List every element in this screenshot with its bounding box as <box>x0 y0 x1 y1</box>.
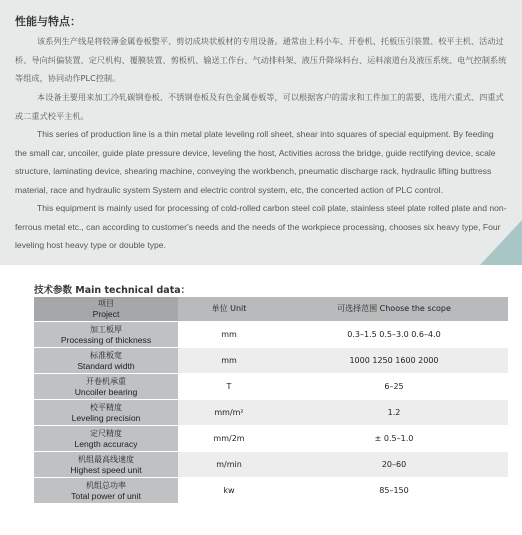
row-label-en: Total power of unit <box>71 490 141 501</box>
row-label <box>34 400 178 426</box>
row-unit: mm/m² <box>178 400 280 426</box>
row-label-en: Uncoiler bearing <box>74 386 138 397</box>
features-en-paragraph-2: This equipment is mainly used for processing of cold-rolled carbon steel coil plate, stainless steel plate rolled plate and non-ferrous metal etc., can according to customer's needs and the needs of the workpiece processing, chooses six heavy type, Four leveling host heavy type or double type. <box>15 203 507 250</box>
features-zh-paragraph-2: 本设备主要用来加工冷轧碳钢卷板、不锈钢卷板及有色金属卷板等，可以根据客户的需求和工件加工的需要，选用六重式、四重式或二重式校平主机。 <box>15 92 504 121</box>
row-unit: mm <box>178 322 280 348</box>
row-label-zh: 机组总功率 <box>86 480 126 490</box>
row-label-zh: 定尺精度 <box>90 428 122 438</box>
row-scope: 0.3–1.5 0.5–3.0 0.6–4.0 <box>280 322 508 348</box>
row-unit: kw <box>178 478 280 504</box>
features-title: 性能与特点： <box>15 15 81 28</box>
header-project-en: Project <box>92 309 120 319</box>
header-unit: 单位 Unit <box>178 297 280 322</box>
row-scope: 20–60 <box>280 452 508 478</box>
row-label <box>34 478 178 504</box>
row-label-en: Processing of thickness <box>60 334 152 345</box>
table-row <box>34 322 508 348</box>
row-label <box>34 426 178 452</box>
row-label-en: Highest speed unit <box>70 464 142 475</box>
features-en-paragraph-1: This series of production line is a thin metal plate leveling roll sheet, shear into squares of special equipment. By feeding the small car, uncoiler, guide plate pressure device, leveling the host, Activities across the bridge, guide rectifying device, scale structure, laminating device, shearing machine, conveying the workbench, pneumatic discharge rack, hydraulic lifting buttress material, race and hydraulic system System and electric control system, etc, the concerted action of PLC control. <box>15 129 496 195</box>
row-label <box>34 348 178 374</box>
table-row <box>34 374 508 400</box>
row-label-zh: 开卷机承重 <box>86 376 126 386</box>
features-zh-paragraph-1: 该系列生产线是将较薄金属卷板整平、剪切成块状板材的专用设备。通常由上料小车、开卷机、托板压引装置、校平主机、活动过桥、导向纠偏装置、定尺机构、覆膜装置、剪板机、输送工作台、气动排料架、液压升降垛料台、运料滚道台及液压系统、电气控制系统等组成，协同动作PLC控制。 <box>15 36 507 83</box>
row-label-en: Length accuracy <box>74 438 138 449</box>
row-label-en: Standard width <box>77 360 135 371</box>
table-row <box>34 400 508 426</box>
row-unit: mm <box>178 348 280 374</box>
row-label-zh: 加工板厚 <box>90 324 122 334</box>
row-label <box>34 374 178 400</box>
row-label-zh: 机组最高线速度 <box>78 454 134 464</box>
row-scope: 85–150 <box>280 478 508 504</box>
row-label <box>34 322 178 348</box>
table-row <box>34 478 508 504</box>
header-project-zh: 项目 <box>98 299 114 308</box>
row-scope: 1.2 <box>280 400 508 426</box>
table-row <box>34 426 508 452</box>
row-label <box>34 452 178 478</box>
header-scope: 可选择范围 Choose the scope <box>280 297 508 322</box>
table-header-row <box>34 297 508 322</box>
row-unit: T <box>178 374 280 400</box>
row-label-en: Leveling precision <box>71 412 141 423</box>
table-row <box>34 348 508 374</box>
row-label-zh: 标准板宽 <box>90 350 122 360</box>
technical-data-title: 技术参数 Main technical data： <box>34 285 191 296</box>
technical-data-table <box>34 297 508 504</box>
table-row <box>34 452 508 478</box>
header-project <box>34 297 178 322</box>
row-scope: 6–25 <box>280 374 508 400</box>
row-unit: mm/2m <box>178 426 280 452</box>
row-scope: 1000 1250 1600 2000 <box>280 348 508 374</box>
row-scope: ± 0.5–1.0 <box>280 426 508 452</box>
row-label-zh: 校平精度 <box>90 402 122 412</box>
row-unit: m/min <box>178 452 280 478</box>
